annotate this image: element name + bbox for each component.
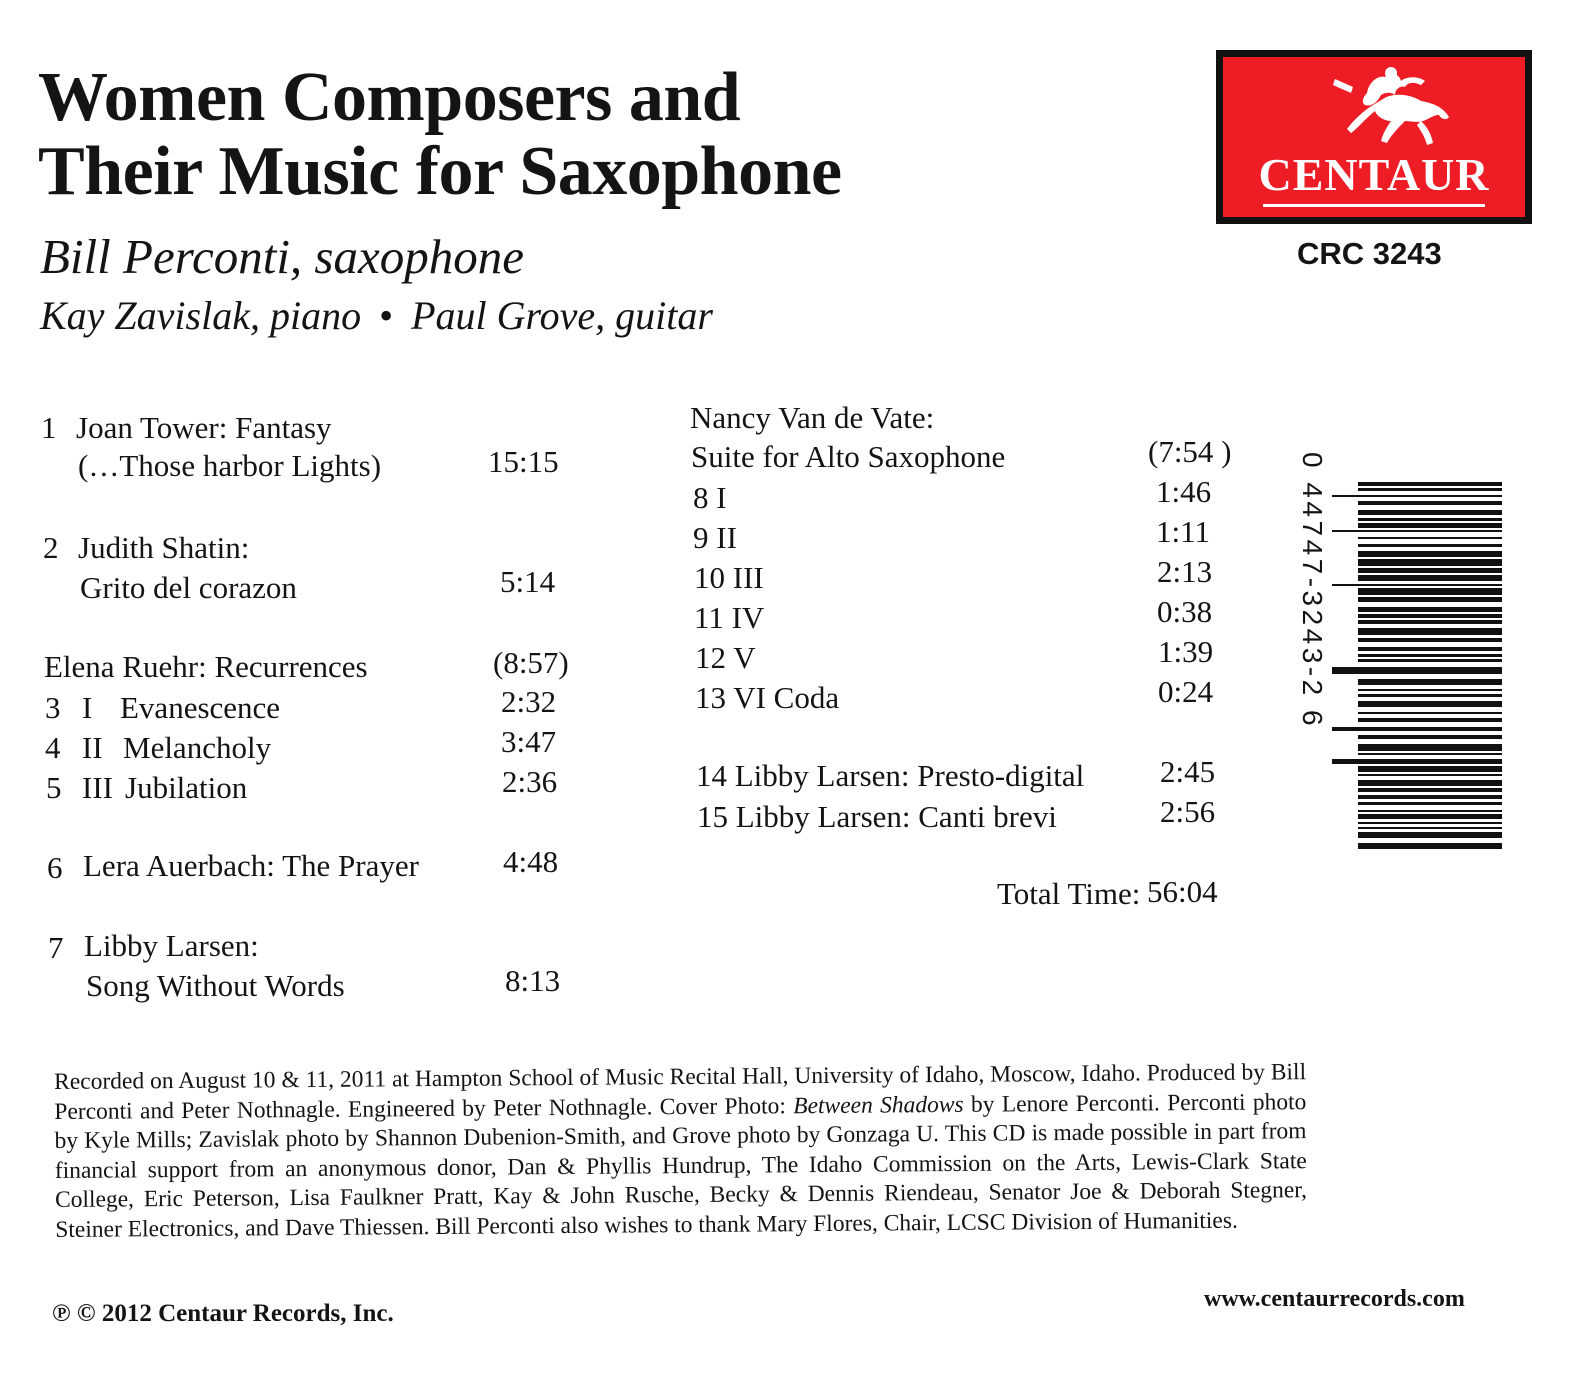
barcode-bar [1332,759,1502,764]
barcode-bar [1332,727,1502,731]
track-13-time: 0:24 [1158,674,1214,709]
barcode-bar [1358,843,1502,849]
barcode-bar [1358,788,1502,792]
copyright-notice: ℗ © 2012 Centaur Records, Inc. [52,1300,394,1327]
cover-photo-title: Between Shadows [793,1091,964,1119]
barcode-bar [1358,620,1502,624]
track-11-label: 11 IV [694,600,765,635]
track-12-time: 1:39 [1158,634,1214,669]
barcode-bar [1358,753,1502,755]
barcode-bar [1358,501,1502,505]
track-9-label: 9 II [693,520,737,555]
barcode-bar [1358,628,1502,635]
track-14-time: 2:45 [1160,754,1216,789]
barcode-bar [1358,551,1502,557]
barcode-bar [1358,518,1502,521]
barcode-bar [1332,667,1502,674]
track-15-label: 15 Libby Larsen: Canti brevi [697,799,1057,834]
total-time-value: 56:04 [1147,874,1218,909]
barcode-bar [1358,482,1502,486]
catalog-number: CRC 3243 [1297,236,1442,271]
track-10-label: 10 III [694,560,764,595]
barcode-bar [1358,523,1502,528]
website-url: www.centaurrecords.com [1204,1286,1465,1312]
ruehr-work-time: (8:57) [493,645,569,680]
barcode-bar [1358,832,1502,838]
barcode-bar [1358,614,1502,618]
barcode-bar [1358,694,1502,697]
liner-notes-part1: Recorded on August 10 & 11, 2011 at Hampton School of Music Recital Hall, University of Idaho, Moscow, Idaho. Produced by Bill Perconti and Peter Nothnagle. Engineered by Peter Nothnagle. Cover Photo: [54,1059,1307,1125]
track-4-name: Melancholy [123,730,272,765]
track-2-number: 2 [43,530,59,565]
performer-guitar: Paul Grove, guitar [411,293,713,338]
barcode-bar [1358,735,1502,739]
barcode-bar [1358,659,1502,662]
vate-work-title: Suite for Alto Saxophone [691,439,1006,474]
barcode-bar [1358,802,1502,805]
track-7-time: 8:13 [505,963,561,998]
track-2-time: 5:14 [500,564,556,599]
track-8-time: 1:46 [1156,474,1212,509]
barcode-bar [1358,607,1502,612]
track-6-number: 6 [47,850,63,885]
performer-line [40,292,713,339]
track-8-label: 8 I [693,480,727,515]
liner-notes-part2: by Lenore Perconti. Perconti photo by Kyle Mills; Zavislak photo by Shannon Dubenion-Smith, and Grove photo by Gonzaga U. This CD is made possible in part from financial support from an anonymous donor, Dan & Phyllis Hundrup, The Idaho Commission on the Arts, Lewis-Clark State College, Eric Peterson, Lisa Faulkner Pratt, Kay & John Rusche, Becky & Dennis Riendeau, Senator Joe & Deborah Stegner, Steiner Electronics, and Dave Thiessen. Bill Perconti also wishes to thank Mary Flores, Chair, LCSC Division of Humanities. [54,1088,1308,1243]
track-5-movement: III [82,770,113,805]
track-11-time: 0:38 [1157,594,1213,629]
track-4-number: 4 [45,730,61,765]
barcode-number: 0 44747-3243-2 6 [1297,452,1328,730]
track-3-name: Evanescence [120,690,281,725]
track-2-title: Judith Shatin: [78,530,250,565]
track-5-time: 2:36 [502,764,558,799]
track-15-time: 2:56 [1160,794,1216,829]
performer-piano: Kay Zavislak, piano [40,293,362,338]
album-title-line1: Women Composers and [38,59,741,136]
barcode-bar [1358,588,1502,595]
track-13-label: 13 VI Coda [695,680,840,715]
centaur-horse-icon [1321,63,1461,153]
barcode-bar [1332,530,1502,532]
barcode-bar [1358,774,1502,776]
barcode-bar [1358,827,1502,829]
track-5-name: Jubilation [125,770,248,805]
barcode-bar [1358,647,1502,651]
barcode-bar [1332,495,1502,497]
barcode-bar [1358,654,1502,657]
track-3-time: 2:32 [501,684,557,719]
track-4-movement: II [82,730,103,765]
barcode-bar [1358,780,1502,786]
barcode-bar [1358,679,1502,685]
track-1-subtitle: (…Those harbor Lights) [78,448,382,483]
track-3-movement: I [82,690,93,725]
barcode-bar [1358,744,1502,751]
barcode-bar [1358,701,1502,707]
track-5-number: 5 [46,770,62,805]
barcode-bar [1358,638,1502,642]
centaur-wordmark: CENTAUR [1258,149,1490,200]
centaur-logo [1216,50,1532,224]
barcode-bar [1358,597,1502,602]
bullet-separator: • [379,293,394,338]
performer-saxophone: Bill Perconti, saxophone [40,229,524,284]
track-12-label: 12 V [695,640,756,675]
vate-work-time: (7:54 ) [1148,434,1232,469]
track-10-time: 2:13 [1157,554,1213,589]
total-time-label: Total Time: [997,876,1141,911]
track-7-number: 7 [48,930,64,965]
track-6-time: 4:48 [503,844,559,879]
track-1-number: 1 [41,410,57,445]
barcode-bar [1358,510,1502,515]
barcode-bar [1358,559,1502,566]
barcode-bar [1358,544,1502,547]
album-title-line2: Their Music for Saxophone [38,133,842,210]
barcode-bar [1358,712,1502,714]
track-2-subtitle: Grito del corazon [80,570,297,605]
vate-composer: Nancy Van de Vate: [690,400,935,435]
barcode-bar [1358,689,1502,691]
ruehr-work-title: Elena Ruehr: Recurrences [44,649,368,684]
track-4-time: 3:47 [501,724,557,759]
barcode-bar [1358,575,1502,581]
barcode-bar [1358,822,1502,824]
track-6-title: Lera Auerbach: The Prayer [83,848,419,883]
barcode-bar [1358,488,1502,491]
track-7-subtitle: Song Without Words [86,968,345,1003]
barcode-bar [1358,795,1502,799]
barcode-bar [1358,814,1502,819]
track-7-title: Libby Larsen: [84,928,259,963]
barcode-bar [1358,718,1502,722]
liner-notes [54,1058,1307,1245]
barcode-bar [1358,568,1502,573]
barcode-bar [1358,766,1502,772]
track-14-label: 14 Libby Larsen: Presto-digital [696,758,1085,793]
track-3-number: 3 [45,690,61,725]
track-9-time: 1:11 [1156,514,1210,549]
barcode-bar [1358,810,1502,812]
logo-rule [1263,204,1485,207]
barcode-bar [1332,584,1502,586]
barcode-bar [1358,537,1502,539]
track-1-title: Joan Tower: Fantasy [76,410,332,445]
track-1-time: 15:15 [488,444,559,479]
